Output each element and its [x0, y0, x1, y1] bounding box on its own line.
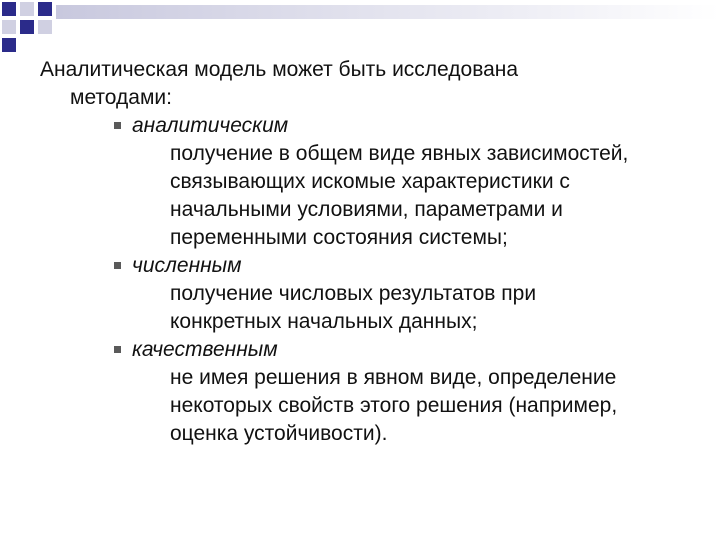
method-description: не имея решения в явном виде, определение некоторых свойств этого решения (например, оценка устойчивости).: [170, 366, 618, 445]
slide-body: [40, 56, 700, 448]
method-list: [40, 112, 700, 448]
method-description: получение в общем виде явных зависимостей, связывающих искомые характеристики с начальными условиями, параметрами и переменными состояния системы;: [170, 142, 629, 249]
list-item-analytical: [40, 112, 700, 252]
decor-square: [38, 20, 52, 34]
decor-square: [20, 20, 34, 34]
decor-square: [2, 20, 16, 34]
method-title: численным: [132, 254, 242, 277]
header-decoration: [0, 0, 720, 50]
decor-square: [2, 2, 16, 16]
decor-square: [2, 38, 16, 52]
intro-line: Аналитическая модель может быть исследована: [40, 58, 519, 81]
method-title: качественным: [132, 338, 278, 361]
intro-text: [40, 56, 700, 112]
square-bullet-icon: [114, 346, 121, 353]
decor-square: [20, 2, 34, 16]
list-item-numerical: [40, 252, 700, 336]
method-description: получение числовых результатов при конкретных начальных данных;: [170, 282, 537, 333]
intro-line: методами:: [70, 86, 172, 109]
method-title: аналитическим: [132, 114, 289, 137]
decor-square: [38, 2, 52, 16]
list-item-qualitative: [40, 336, 700, 448]
square-bullet-icon: [114, 122, 121, 129]
decor-gradient-bar: [56, 5, 720, 19]
square-bullet-icon: [114, 262, 121, 269]
